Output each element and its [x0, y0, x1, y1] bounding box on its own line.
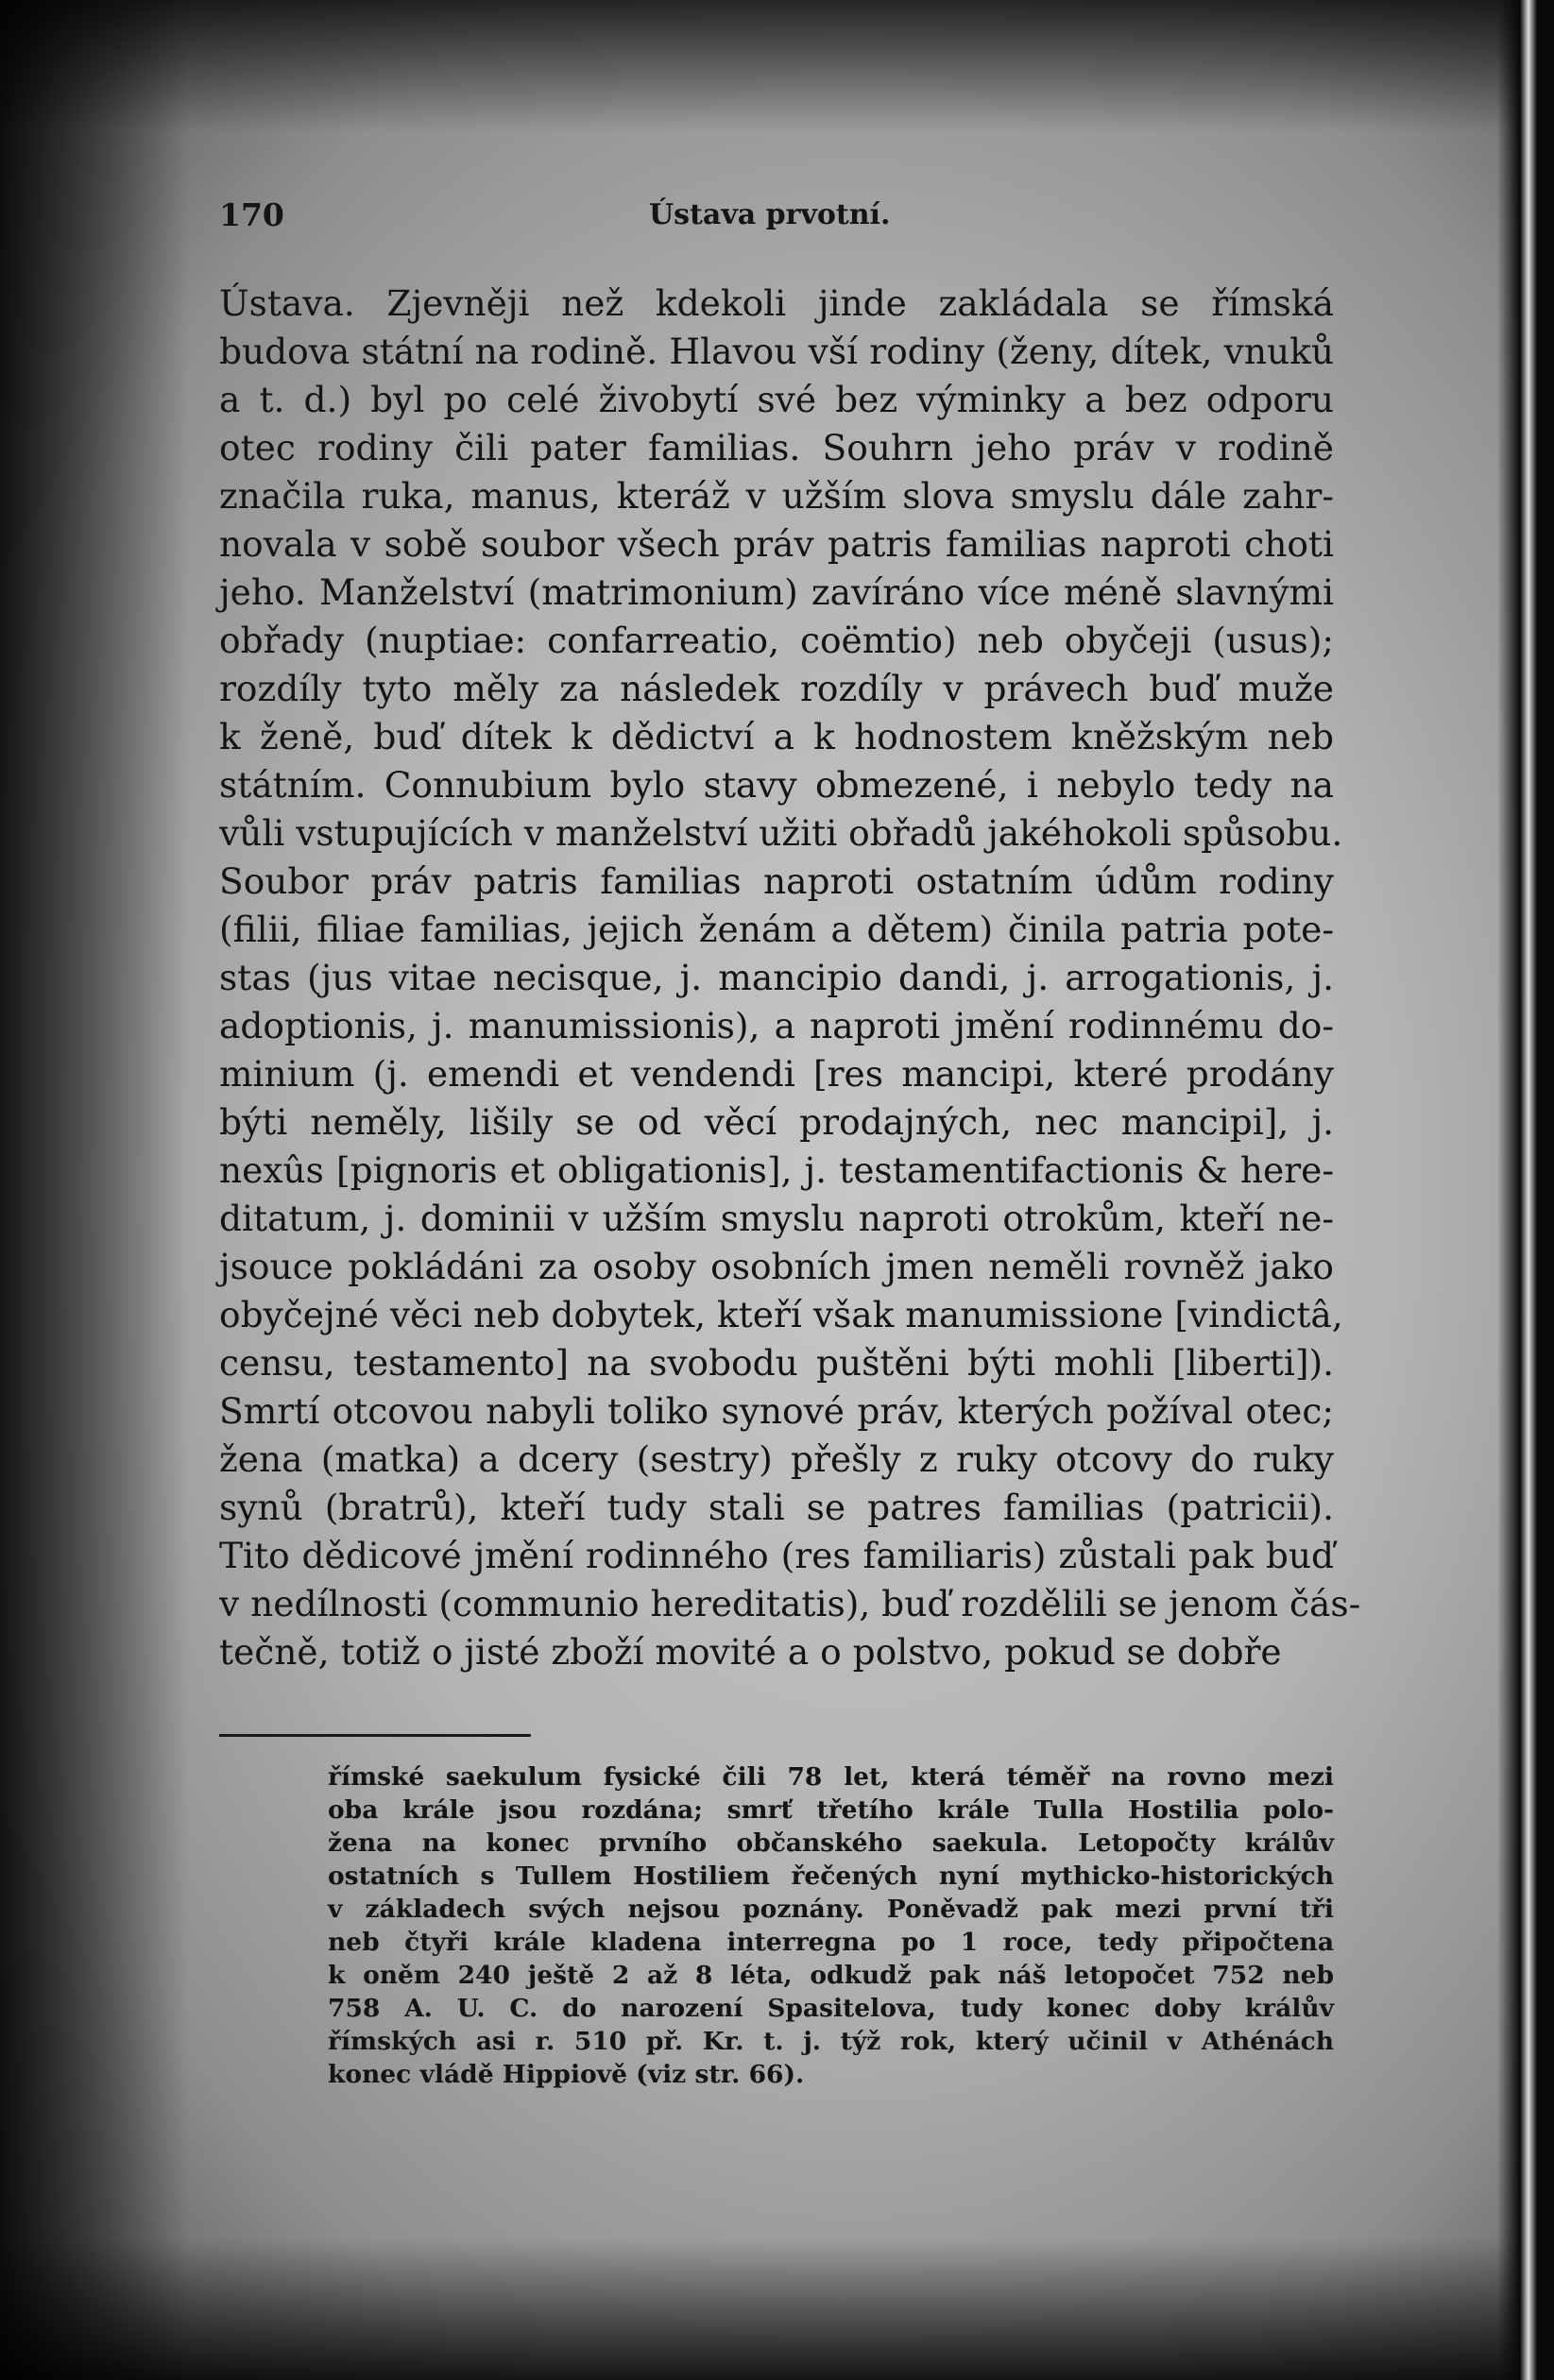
footnote-divider — [219, 1734, 531, 1737]
text-line: censu, testamento] na svobodu puštěni býti mohli [liberti]). — [219, 1342, 1334, 1384]
text-line: a t. d.) byl po celé živobytí své bez výminky a bez odporu — [219, 379, 1334, 420]
footnote-line: oba krále jsou rozdána; smrť třetího krále Tulla Hostilia polo- — [328, 1795, 1334, 1825]
text-line: jsouce pokládáni za osoby osobních jmen neměli rovněž jako — [219, 1246, 1334, 1287]
text-line: rozdíly tyto měly za následek rozdíly v právech buď muže — [219, 668, 1334, 709]
text-line: novala v sobě soubor všech práv patris familias naproti choti — [219, 523, 1334, 565]
text-line: nexûs [pignoris et obligationis], j. testamentifactionis & here- — [219, 1149, 1334, 1191]
footnote-line: k oněm 240 ještě 2 až 8 léta, odkudž pak náš letopočet 752 neb — [328, 1961, 1334, 1990]
text-line: žena (matka) a dcery (sestry) přešly z ruky otcovy do ruky — [219, 1438, 1334, 1480]
bottom-edge-shadow — [0, 2238, 1554, 2380]
text-line: obřady (nuptiae: confarreatio, coëmtio) neb obyčeji (usus); — [219, 620, 1334, 661]
text-line: stas (jus vitae necisque, j. mancipio dandi, j. arrogationis, j. — [219, 957, 1334, 998]
footnote-line: neb čtyři krále kladena interregna po 1 roce, tedy připočtena — [328, 1928, 1334, 1957]
text-line: tečně, totiž o jisté zboží movité a o polstvo, pokud se dobře — [219, 1631, 1282, 1673]
text-line: Smrtí otcovou nabyli toliko synové práv, kterých požíval otec; — [219, 1390, 1334, 1432]
page-number: 170 — [219, 196, 284, 233]
text-line: adoptionis, j. manumissionis), a naproti jmění rodinnému do- — [219, 1005, 1334, 1046]
text-line: minium (j. emendi et vendendi [res mancipi, které prodány — [219, 1053, 1334, 1095]
text-line: vůli vstupujících v manželství užiti obřadů jakéhokoli spůsobu. — [219, 812, 1343, 854]
text-line: Tito dědicové jmění rodinného (res familiaris) zůstali pak buď — [219, 1535, 1334, 1576]
text-line: (filii, filiae familias, jejich ženám a dětem) činila patria pote- — [219, 909, 1334, 950]
text-line: otec rodiny čili pater familias. Souhrn jeho práv v rodině — [219, 427, 1334, 468]
footnote-line: konec vládě Hippiově (viz str. 66). — [328, 2060, 805, 2089]
text-line: budova státní na rodině. Hlavou vší rodiny (ženy, dítek, vnuků — [219, 331, 1334, 372]
footnote-line: v základech svých nejsou poznány. Poněvadž pak mezi první tři — [328, 1895, 1334, 1924]
footnote-block — [328, 1760, 1334, 2091]
main-text-block — [219, 280, 1361, 1676]
page-header — [219, 185, 1334, 242]
footnote-line: římské saekulum fysické čili 78 let, která téměř na rovno mezi — [328, 1762, 1334, 1792]
top-edge-shadow — [0, 0, 1554, 132]
footnote-line: 758 A. U. C. do narození Spasitelova, tudy konec doby králův — [328, 1994, 1334, 2023]
text-line: k ženě, buď dítek k dědictví a k hodnostem kněžským neb — [219, 716, 1334, 757]
text-line: Soubor práv patris familias naproti ostatním údům rodiny — [219, 860, 1334, 902]
text-line: jeho. Manželství (matrimonium) zavíráno více méně slavnými — [219, 571, 1334, 613]
text-line: značila ruka, manus, kteráž v užším slova smyslu dále zahr- — [219, 475, 1334, 517]
footnote-line: žena na konec prvního občanského saekula. Letopočty králův — [328, 1828, 1334, 1858]
footnote-line: římských asi r. 510 př. Kr. t. j. týž rok, který učinil v Athénách — [328, 2027, 1334, 2056]
text-line: v nedílnosti (communio hereditatis), buď rozdělili se jenom čás- — [219, 1583, 1361, 1624]
text-line: obyčejné věci neb dobytek, kteří však manumissione [vindictâ, — [219, 1294, 1343, 1335]
text-line: synů (bratrů), kteří tudy stali se patres familias (patricii). — [219, 1487, 1334, 1528]
text-line: Ústava. Zjevněji než kdekoli jinde zakládala se římská — [219, 282, 1334, 324]
right-page-edge — [1497, 0, 1554, 2380]
left-edge-shadow — [0, 0, 189, 2380]
text-line: býti neměly, lišily se od věcí prodajných, nec mancipi], j. — [219, 1101, 1334, 1143]
running-title: Ústava prvotní. — [649, 198, 891, 231]
book-page — [219, 185, 1361, 2089]
footnote-line: ostatních s Tullem Hostiliem řečených nyní mythicko-historických — [328, 1862, 1334, 1891]
text-line: ditatum, j. dominii v užším smyslu naproti otrokům, kteří ne- — [219, 1198, 1334, 1239]
text-line: státním. Connubium bylo stavy obmezené, i nebylo tedy na — [219, 764, 1334, 806]
